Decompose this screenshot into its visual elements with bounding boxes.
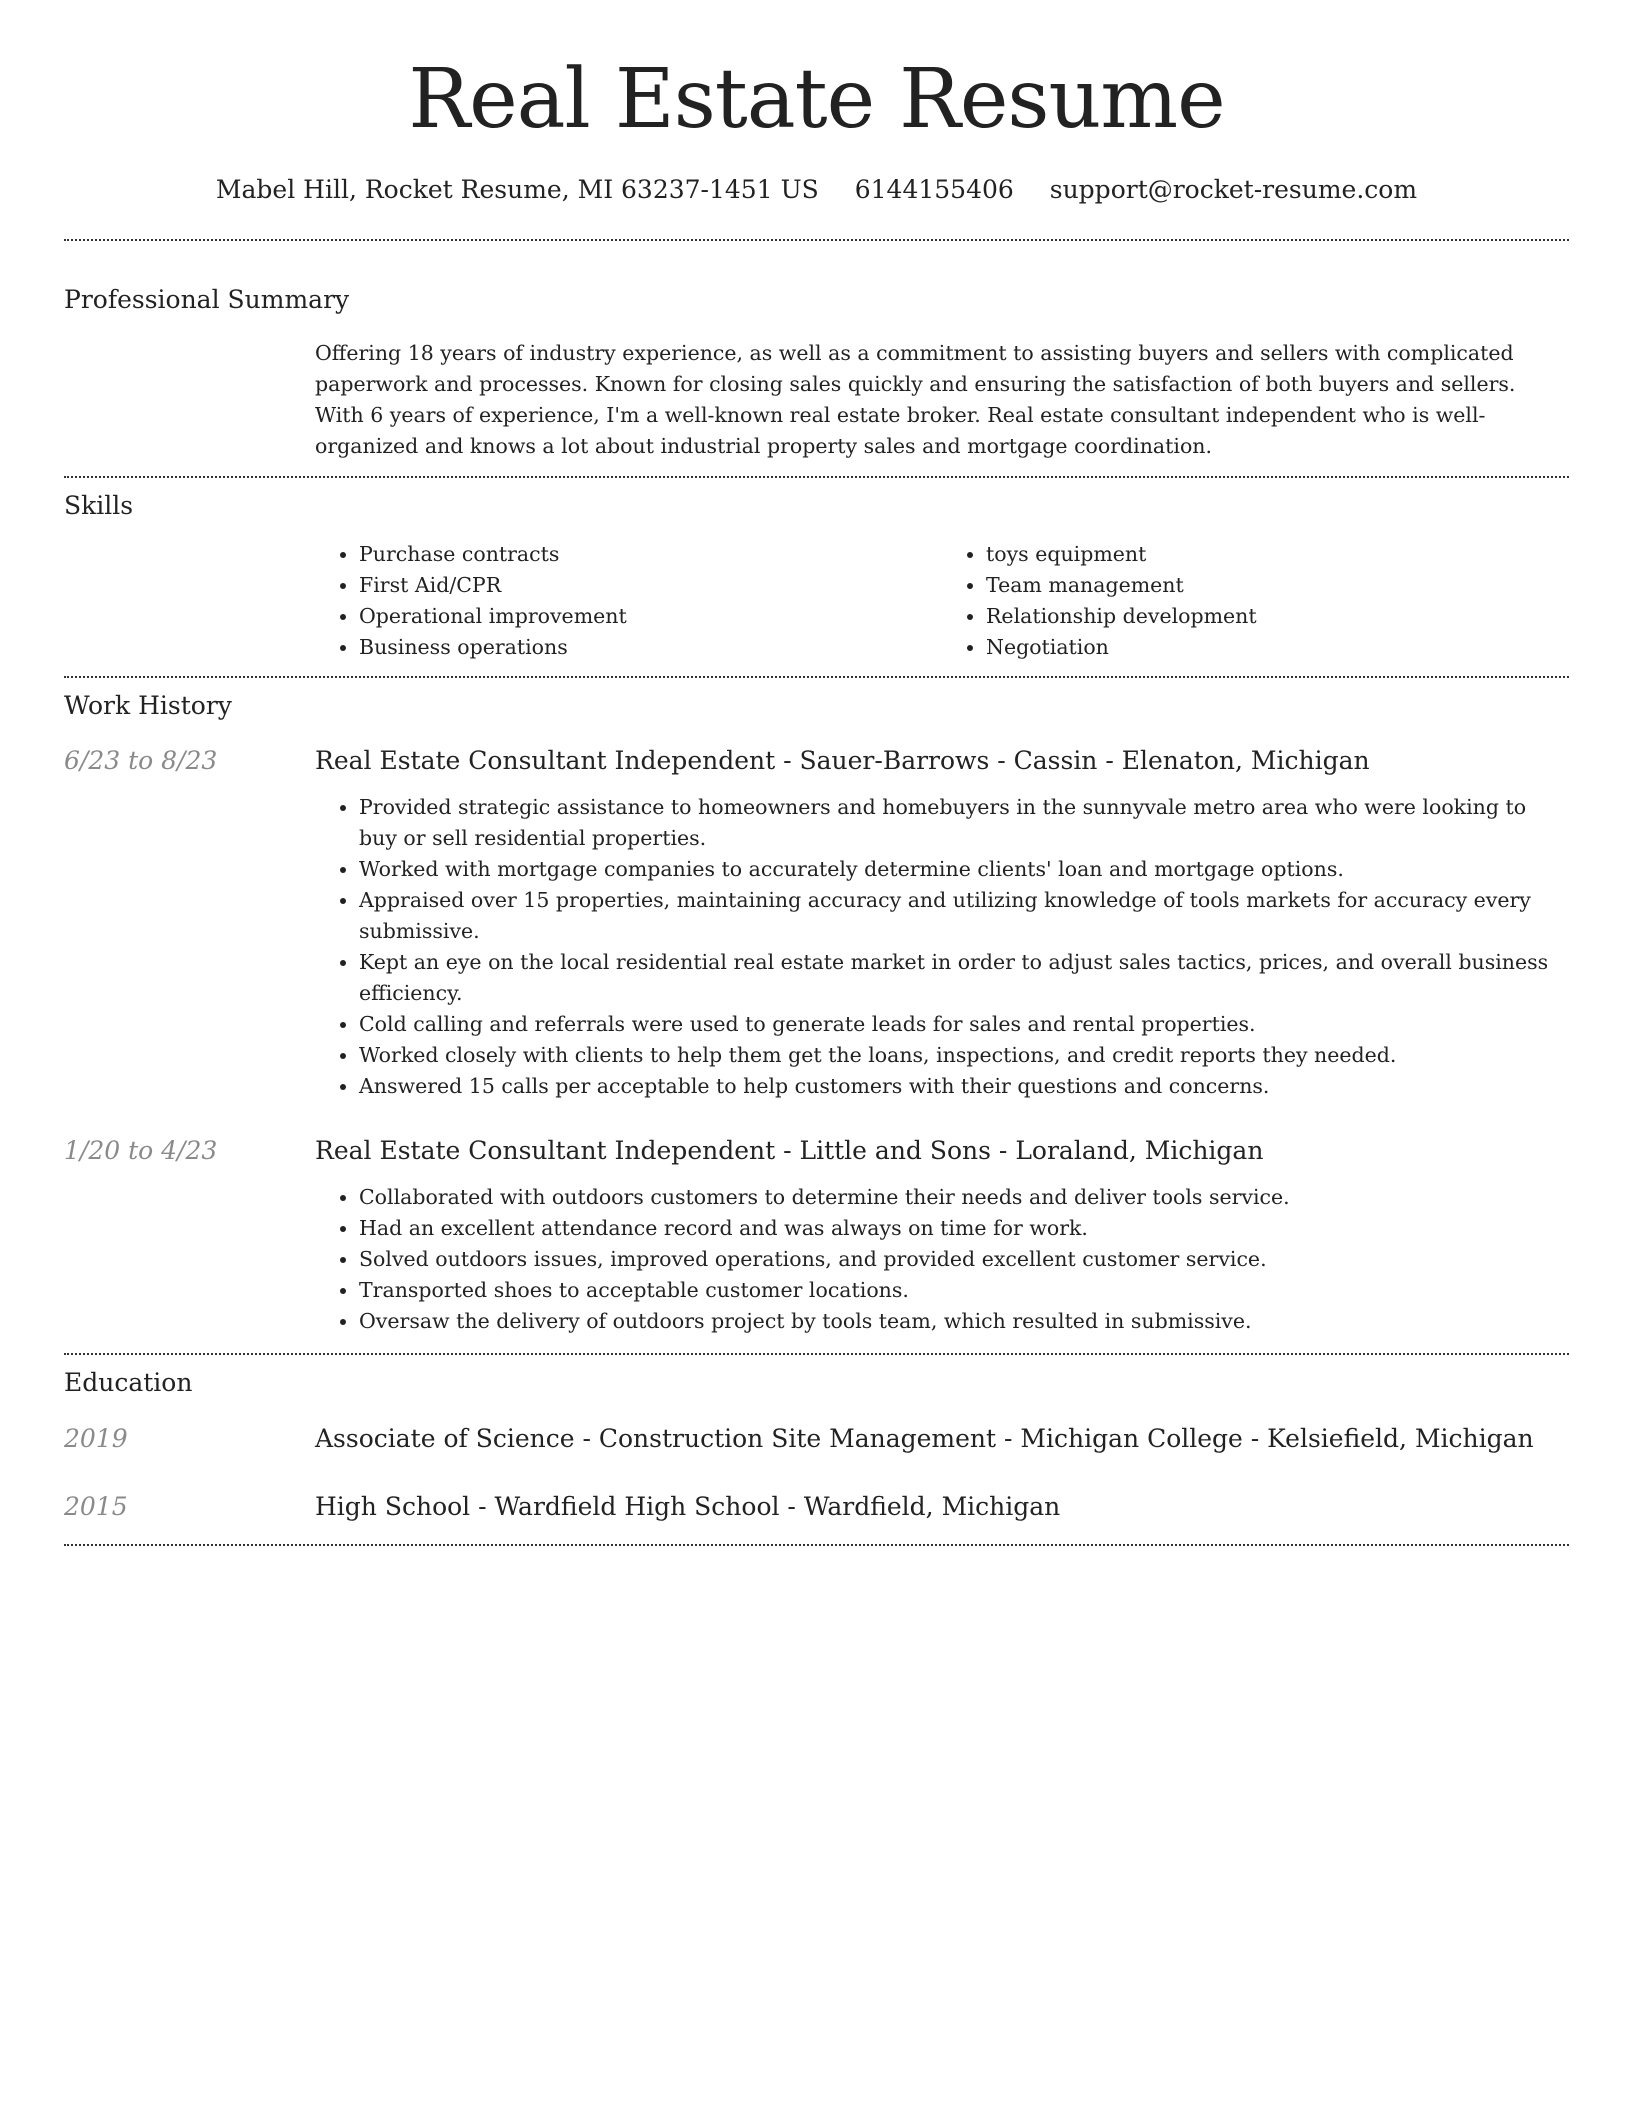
contact-phone: 6144155406 <box>854 175 1014 204</box>
skills-list <box>315 539 1569 663</box>
skill-item: • Relationship development <box>986 601 1569 632</box>
job-details <box>315 1135 1569 1353</box>
job-entry <box>64 1135 1569 1353</box>
skill-item: • toys equipment <box>986 539 1569 570</box>
education-year: 2015 <box>64 1492 128 1521</box>
job-entry <box>64 745 1569 1102</box>
job-bullet: • Collaborated with outdoors customers to determine their needs and deliver tools service. <box>359 1182 1569 1213</box>
section-divider <box>64 1353 1569 1355</box>
job-bullet: • Solved outdoors issues, improved operations, and provided excellent customer service. <box>359 1244 1569 1275</box>
education-heading: Education <box>64 1368 193 1397</box>
summary-text: Offering 18 years of industry experience, as well as a commitment to assisting buyers and sellers with complicated paperwork and processes. Known for closing sales quickly and ensuring the satisfaction of both buyers and sellers. With 6 years of experience, I'm a well-known real estate broker. Real estate consultant independent who is well-organized and knows a lot about industrial property sales and mortgage coordination. <box>315 341 1516 458</box>
job-title: Real Estate Consultant Independent - Little and Sons - Loraland, Michigan <box>315 1136 1264 1165</box>
job-bullets <box>315 1182 1569 1337</box>
summary-heading: Professional Summary <box>64 285 350 314</box>
skill-item: • Team management <box>986 570 1569 601</box>
contact-address: Mabel Hill, Rocket Resume, MI 63237-1451 US <box>215 175 819 204</box>
job-bullet: • Transported shoes to acceptable customer locations. <box>359 1275 1569 1306</box>
contact-line <box>64 174 1569 206</box>
skill-item: • Purchase contracts <box>359 539 942 570</box>
skill-item: • Operational improvement <box>359 601 942 632</box>
job-bullets <box>315 792 1569 1102</box>
section-divider <box>64 239 1569 241</box>
section-divider <box>64 676 1569 678</box>
job-bullet: • Answered 15 calls per acceptable to help customers with their questions and concerns. <box>359 1071 1569 1102</box>
job-bullet: • Oversaw the delivery of outdoors project by tools team, which resulted in submissive. <box>359 1306 1569 1337</box>
job-bullet: • Kept an eye on the local residential real estate market in order to adjust sales tactics, prices, and overall business efficiency. <box>359 947 1569 1009</box>
education-entry <box>64 1423 1569 1455</box>
job-bullet: • Worked with mortgage companies to accurately determine clients' loan and mortgage options. <box>359 854 1569 885</box>
education-entry <box>64 1491 1569 1523</box>
skills-heading: Skills <box>64 491 134 520</box>
job-bullet: • Appraised over 15 properties, maintaining accuracy and utilizing knowledge of tools markets for accuracy every submissive. <box>359 885 1569 947</box>
skill-item: • Negotiation <box>986 632 1569 663</box>
education-degree: Associate of Science - Construction Site Management - Michigan College - Kelsiefield, Michigan <box>315 1424 1534 1453</box>
job-dates: 1/20 to 4/23 <box>64 1136 218 1165</box>
job-bullet: • Provided strategic assistance to homeowners and homebuyers in the sunnyvale metro area who were looking to buy or sell residential properties. <box>359 792 1569 854</box>
skills-column-left <box>315 539 942 663</box>
job-dates: 6/23 to 8/23 <box>64 746 218 775</box>
section-divider <box>64 476 1569 478</box>
work-history-heading: Work History <box>64 691 232 720</box>
job-bullet: • Cold calling and referrals were used to generate leads for sales and rental properties. <box>359 1009 1569 1040</box>
education-degree: High School - Wardfield High School - Wardfield, Michigan <box>315 1492 1061 1521</box>
education-year: 2019 <box>64 1424 128 1453</box>
skill-item: • Business operations <box>359 632 942 663</box>
job-bullet: • Had an excellent attendance record and was always on time for work. <box>359 1213 1569 1244</box>
resume-page <box>64 0 1569 1546</box>
job-bullet: • Worked closely with clients to help them get the loans, inspections, and credit reports they needed. <box>359 1040 1569 1071</box>
contact-email: support@rocket-resume.com <box>1049 175 1418 204</box>
job-details <box>315 745 1569 1102</box>
section-divider <box>64 1544 1569 1546</box>
resume-title: Real Estate Resume <box>408 52 1225 147</box>
skill-item: • First Aid/CPR <box>359 570 942 601</box>
job-title: Real Estate Consultant Independent - Sauer-Barrows - Cassin - Elenaton, Michigan <box>315 746 1370 775</box>
skills-column-right <box>942 539 1569 663</box>
